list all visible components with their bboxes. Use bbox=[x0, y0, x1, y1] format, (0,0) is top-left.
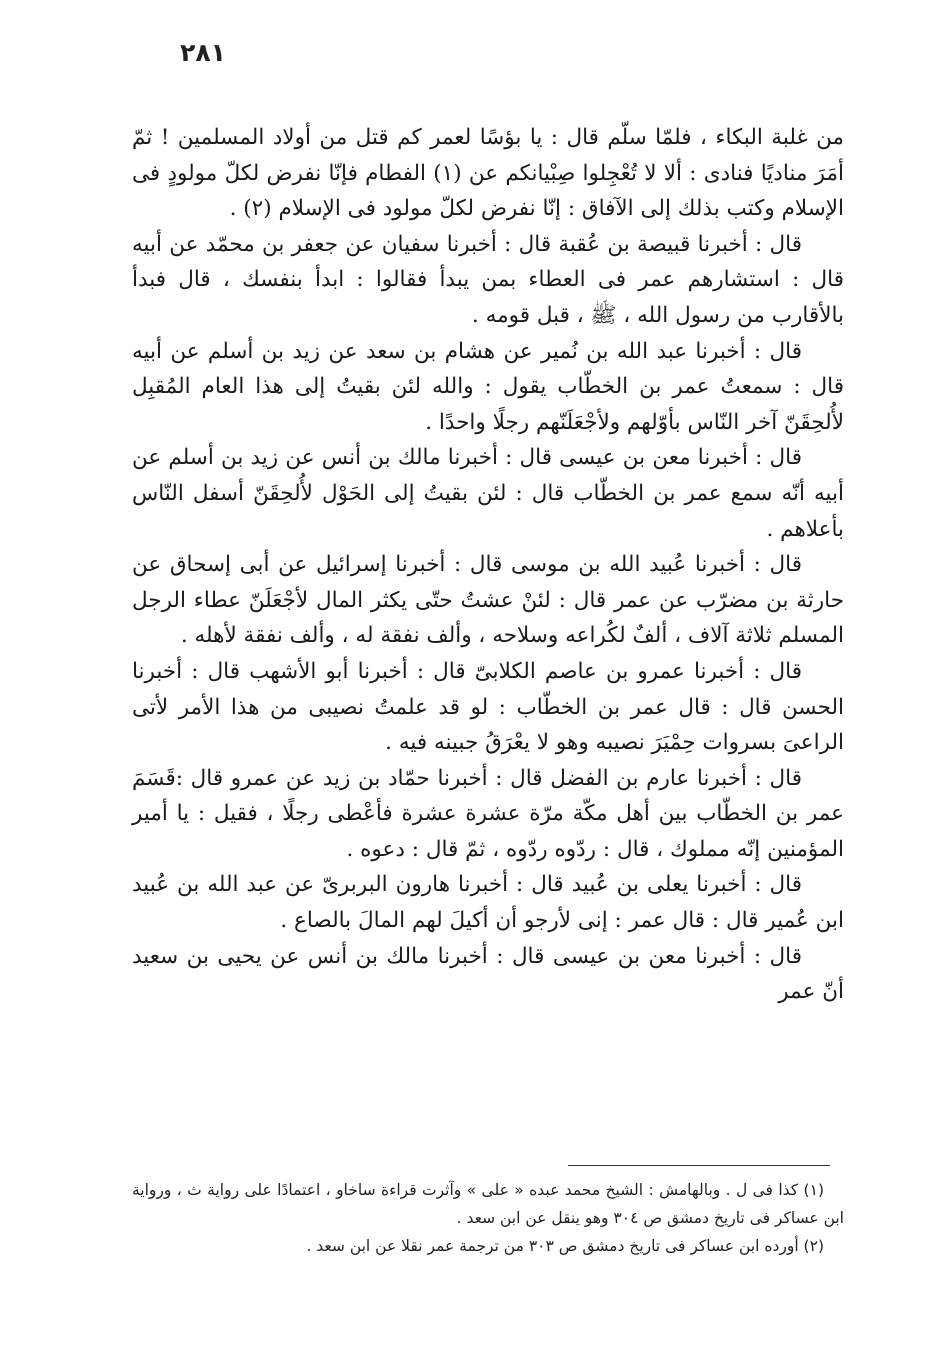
paragraph-3: قال : أخبرنا عبد الله بن نُمير عن هشام بن سعد عن زيد بن أسلم عن أبيه قال : سمعتُ عمر بن الخطّاب يقول : والله لئن بقيتُ إلى هذا العام المُقبِل لأُلحِقَنّ آخر النّاس بأوّلهم ولأجْعَلَنّهم رجلًا واحدًا . bbox=[132, 338, 844, 435]
paragraph-2: قال : أخبرنا قبيصة بن عُقبة قال : أخبرنا سفيان عن جعفر بن محمّد عن أبيه قال : استشارهم عمر فى العطاء بمن يبدأ فقالوا : ابدأ بنفسك ، قال فبدأ بالأقارب من رسول الله ، ﷺ ، قبل قومه . bbox=[132, 231, 844, 328]
paragraph-5: قال : أخبرنا عُبيد الله بن موسى قال : أخبرنا إسرائيل عن أبى إسحاق عن حارثة بن مضرّب عن عمر قال : لئنْ عشتُ حتّى يكثر المال لأجْعَلَنّ عطاء الرجل المسلم ثلاثة آلاف ، ألفٌ لكُراعه وسلاحه ، وألف نفقة له ، وألف نفقة لأهله . bbox=[132, 552, 844, 649]
footnote-separator bbox=[568, 1165, 830, 1166]
footnote-2: (٢) أورده ابن عساكر فى تاريخ دمشق ص ٣٠٣ من ترجمة عمر نقلا عن ابن سعد . bbox=[306, 1237, 824, 1255]
paragraph-7: قال : أخبرنا عارم بن الفضل قال : أخبرنا حمّاد بن زيد عن عمرو قال :قَسَمَ عمر بن الخطّاب بين أهل مكّة مرّة عشرة عشرة فأعْطى رجلًا ، فقيل : يا أمير المؤمنين إنّه مملوك ، قال : ردّوه ردّوه ، ثمّ قال : دعوه . bbox=[132, 765, 844, 862]
paragraph-4: قال : أخبرنا معن بن عيسى قال : أخبرنا مالك بن أنس عن زيد بن أسلم عن أبيه أنّه سمع عمر بن الخطّاب قال : لئن بقيتُ إلى الحَوْل لأُلحِقَنّ أسفل النّاس بأعلاهم . bbox=[132, 445, 844, 542]
paragraph-6: قال : أخبرنا عمرو بن عاصم الكلابىّ قال : أخبرنا أبو الأشهب قال : أخبرنا الحسن قال : قال عمر بن الخطّاب : لو قد علمتُ نصيبى من هذا الأمر لأتى الراعىَ بسروات حِمْيَرَ نصيبه وهو لا يعْرَقُ جبينه فيه . bbox=[132, 658, 844, 756]
paragraph-9: قال : أخبرنا معن بن عيسى قال : أخبرنا مالك بن أنس عن يحيى بن سعيد أنّ عمر bbox=[132, 943, 844, 1005]
footnotes bbox=[132, 1176, 844, 1260]
footnote-1: (١) كذا فى ل . وبالهامش : الشيخ محمد عبده « على » وآثرت قراءة ساخاو ، اعتمادًا على رواية ث ، ورواية ابن عساكر فى تاريخ دمشق ص ٣٠٤ وهو ينقل عن ابن سعد . bbox=[132, 1181, 844, 1227]
paragraph-1: من غلبة البكاء ، فلمّا سلّم قال : يا بؤسًا لعمر كم قتل من أولاد المسلمين ! ثمّ أمَرَ مناديًا فنادى : ألا لا تُعْجِلوا صِبْيانكم عن (١) الفطام فإنّا نفرض لكلّ مولودٍ فى الإسلام وكتب بذلك إلى الآفاق : إنّا نفرض لكلّ مولود فى الإسلام (٢) . bbox=[132, 125, 844, 222]
paragraph-8: قال : أخبرنا يعلى بن عُبيد قال : أخبرنا هارون البربرىّ عن عبد الله بن عُبيد ابن عُمير قال : قال عمر : إنى لأرجو أن أكيلَ لهم المالَ بالصاع . bbox=[132, 872, 844, 934]
page-number: ٢٨١ bbox=[180, 38, 226, 67]
main-text bbox=[132, 120, 844, 1010]
